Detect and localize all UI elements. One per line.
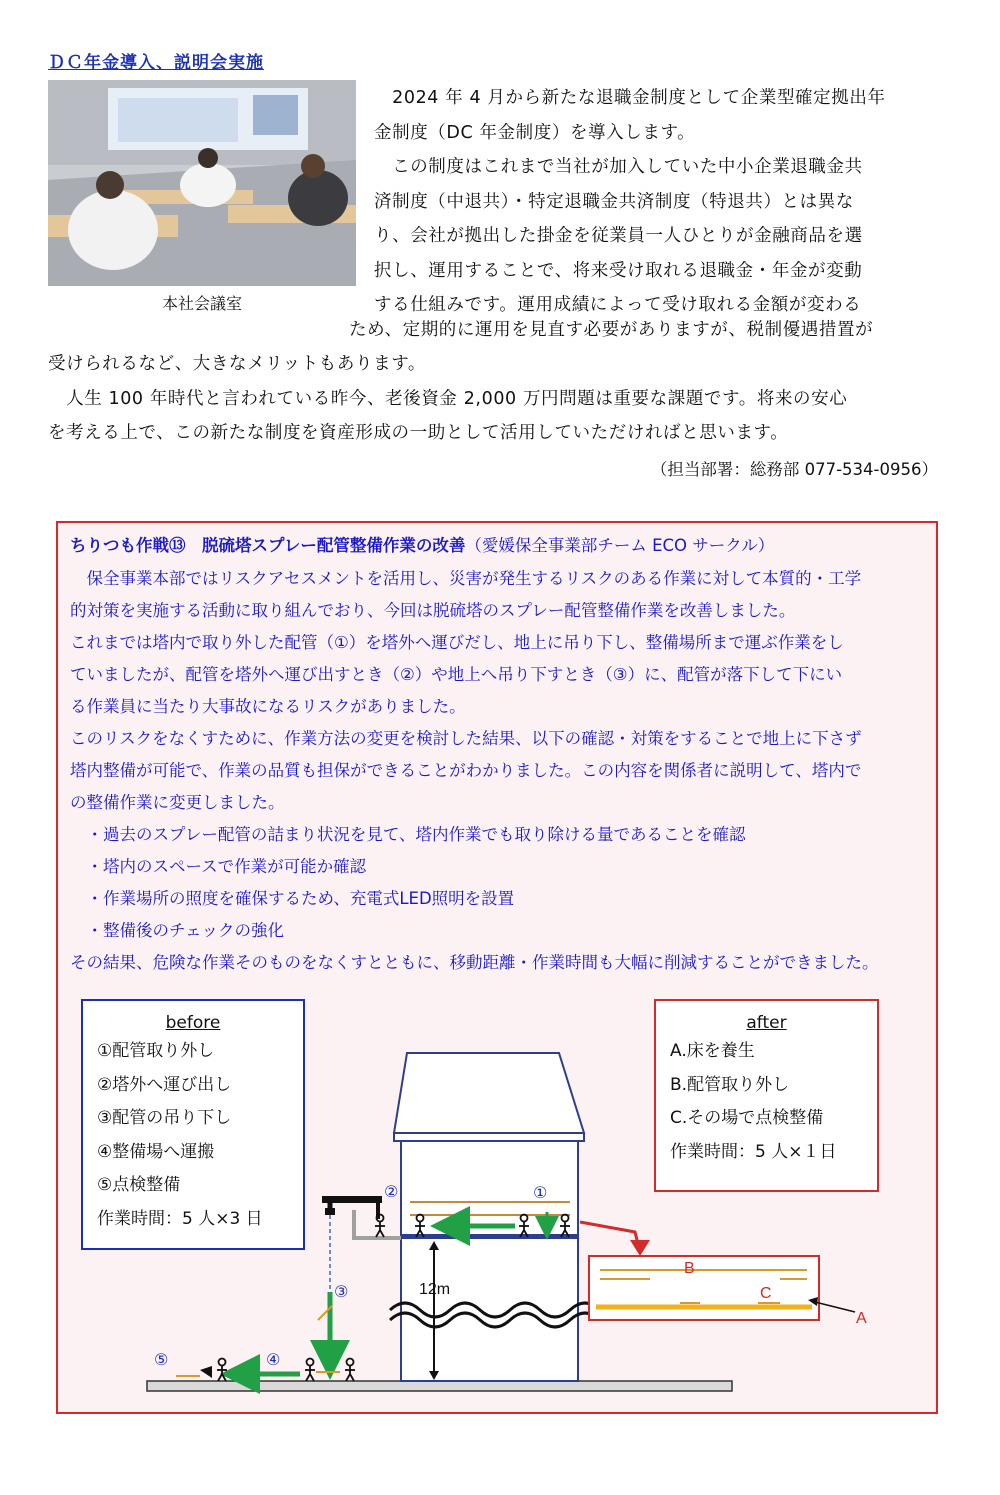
box-line: の整備作業に変更しました。 [70, 793, 285, 812]
article-title: ＤＣ年金導入、説明会実施 [48, 53, 264, 73]
box-line: 保全事業本部ではリスクアセスメントを活用し、災害が発生するリスクのある作業に対して本質的・工学 [70, 569, 862, 588]
box-line: ・過去のスプレー配管の詰まり状況を見て、塔内作業でも取り除ける量であることを確認 [70, 825, 746, 844]
before-step: ⑤点検整備 [97, 1175, 181, 1195]
marker-5: ⑤ [154, 1350, 169, 1369]
after-work-time: 作業時間：5 人×１日 [670, 1141, 837, 1162]
article-line: 金制度（DC 年金制度）を導入します。 [374, 122, 696, 143]
after-step: B.配管取り外し [670, 1074, 790, 1095]
box-line: ・整備後のチェックの強化 [70, 921, 285, 940]
box-line: る作業員に当たり大事故になるリスクがありました。 [70, 697, 466, 716]
box-line: ・塔内のスペースで作業が可能か確認 [70, 857, 367, 876]
marker-4: ④ [266, 1350, 281, 1369]
before-step: ①配管取り外し [97, 1041, 215, 1061]
box-line: このリスクをなくすために、作業方法の変更を検討した結果、以下の確認・対策をすることで地上に下さず [70, 729, 862, 748]
photo-caption: 本社会議室 [161, 294, 242, 313]
article-line: ため、定期的に運用を見直す必要がありますが、税制優遇措置が [349, 320, 874, 340]
after-step: A.床を養生 [670, 1041, 755, 1061]
pipe-pieces [176, 1306, 340, 1376]
article-line: する仕組みです。運用成績によって受け取れる金額が変わる [374, 295, 862, 315]
tower-body [401, 1141, 578, 1381]
before-title: before [165, 1013, 221, 1033]
height-label: 12m [419, 1281, 451, 1298]
marker-B: B [684, 1260, 695, 1277]
after-title: after [746, 1013, 787, 1033]
marker-C: C [760, 1285, 772, 1302]
box-line: ・作業場所の照度を確保するため、充電式LED照明を設置 [70, 889, 515, 908]
article-line: を考える上で、この新たな制度を資産形成の一助として活用していただければと思います。 [48, 423, 789, 443]
box-line: ていましたが、配管を塔外へ運び出すとき（②）や地上へ吊り下すとき（③）に、配管が落下して下にい [70, 665, 843, 684]
contact-info: （担当部署：総務部 077-534-0956） [650, 460, 938, 479]
box-line: その結果、危険な作業そのものをなくすとともに、移動距離・作業時間も大幅に削減することができました。 [70, 953, 879, 972]
article-line: 済制度（中退共）・特定退職金共済制度（特退共）とは異な [374, 191, 854, 212]
article-line: 2024 年 4 月から新たな退職金制度として企業型確定拠出年 [374, 88, 886, 108]
before-step: ④整備場へ運搬 [97, 1141, 215, 1162]
box-line: 的対策を実施する活動に取り組んでおり、今回は脱硫塔のスプレー配管整備作業を改善しました。 [70, 601, 796, 620]
box-line: 塔内整備が可能で、作業の品質も担保ができることがわかりました。この内容を関係者に説明して、塔内で [70, 761, 862, 780]
before-work-time: 作業時間：5 人×3 日 [97, 1208, 263, 1229]
article-line: 択し、運用することで、将来受け取れる退職金・年金が変動 [374, 260, 863, 281]
after-inset [589, 1256, 819, 1320]
article-line: 人生 100 年時代と言われている昨今、老後資金 2,000 万円問題は重要な課題です。将来の安心 [48, 388, 848, 409]
ground [147, 1381, 732, 1391]
article-line: 受けられるなど、大きなメリットもあります。 [48, 354, 426, 374]
marker-A: A [856, 1310, 867, 1327]
marker-1: ① [533, 1183, 548, 1202]
box-heading: ちりつも作戦⑬ 脱硫塔スプレー配管整備作業の改善 [70, 536, 466, 555]
marker-2: ② [384, 1182, 399, 1201]
marker-3: ③ [334, 1282, 349, 1301]
article-line: り、会社が拠出した掛金を従業員一人ひとりが金融商品を選 [374, 226, 863, 246]
box-line: これまでは塔内で取り外した配管（①）を塔外へ運びだし、地上に吊り下し、整備場所まで運ぶ作業をし [70, 633, 844, 652]
tower-roof [394, 1053, 584, 1133]
after-step: C.その場で点検整備 [670, 1108, 824, 1128]
before-step: ②塔外へ運び出し [97, 1074, 232, 1095]
before-step: ③配管の吊り下し [97, 1108, 232, 1128]
article-line: この制度はこれまで当社が加入していた中小企業退職金共 [374, 157, 863, 177]
box-heading-note: （愛媛保全事業部チーム ECO サークル） [465, 536, 775, 555]
